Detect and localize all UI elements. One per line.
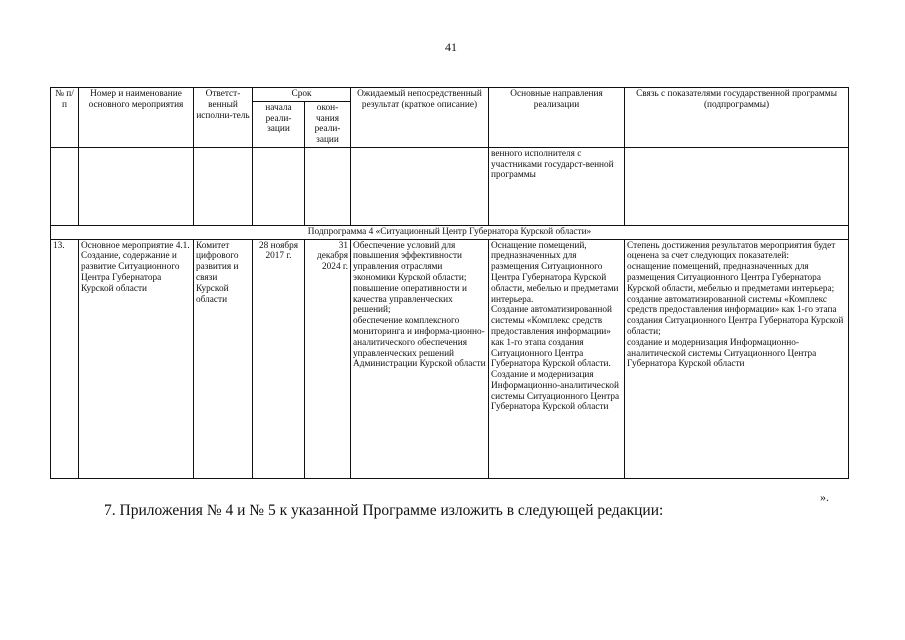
header-responsible: Ответст-венный исполни-тель	[194, 88, 253, 148]
row-start: 28 ноября 2017 г.	[253, 239, 305, 478]
header-num: № п/п	[51, 88, 79, 148]
row-num: 13.	[51, 239, 79, 478]
row-name: Основное мероприятие 4.1. Создание, содержание и развитие Ситуационного Центра Губернатора Курской области	[79, 239, 194, 478]
closing-quote: ».	[820, 490, 829, 504]
header-row	[51, 88, 849, 102]
continuation-text: венного исполнителя с участниками государст-венной программы	[489, 147, 625, 225]
row-end: 31 декабря 2024 г.	[305, 239, 351, 478]
subprogram-row	[51, 225, 849, 239]
header-start: начала реали-зации	[253, 101, 305, 147]
header-directions: Основные направления реализации	[489, 88, 625, 148]
row-link: Степень достижения результатов мероприятия будет оценена за счет следующих показателей: оснащение помещений, предназначенных для размещения Ситуационного Центра Губернатора Курской области, мебелью и предметами интерьера; создание автоматизированной системы «Комплекс средств предоставления информации» как 1-го этапа создания Ситуационного Центра Губернатора Курской области; создание и модернизация Информационно-аналитической системы Ситуационного Центра Губернатора Курской области	[625, 239, 849, 478]
row-directions: Оснащение помещений, предназначенных для размещения Ситуационного Центра Губернатора Курской области, мебелью и предметами интерьера. Создание автоматизированной системы «Комплекс средств предоставления информации» как 1-го этапа создания Ситуационного Центра Губернатора Курской области. Создание и модернизация Информационно-аналитической системы Ситуационного Центра Губернатора Курской области	[489, 239, 625, 478]
row-responsible: Комитет цифрового развития и связи Курской области	[194, 239, 253, 478]
header-result: Ожидаемый непосредственный результат (краткое описание)	[351, 88, 489, 148]
header-link: Связь с показателями государственной программы (подпрограммы)	[625, 88, 849, 148]
measures-table	[50, 87, 849, 479]
header-term: Срок	[253, 88, 351, 102]
header-name: Номер и наименование основного мероприятия	[79, 88, 194, 148]
table-row	[51, 239, 849, 478]
continuation-row	[51, 147, 849, 225]
page-number: 41	[445, 40, 457, 54]
header-end: окон-чания реали-зации	[305, 101, 351, 147]
subprogram-title: Подпрограмма 4 «Ситуационный Центр Губернатора Курской области»	[51, 225, 849, 239]
instruction-paragraph: 7. Приложения № 4 и № 5 к указанной Программе изложить в следующей редакции:	[104, 502, 664, 519]
row-result: Обеспечение условий для повышения эффективности управления отраслями экономики Курской области; повышение оперативности и качества управленческих решений; обеспечение комплексного мониторинга и информа-ционно-аналитического обеспечения управленческих решений Администрации Курской области	[351, 239, 489, 478]
